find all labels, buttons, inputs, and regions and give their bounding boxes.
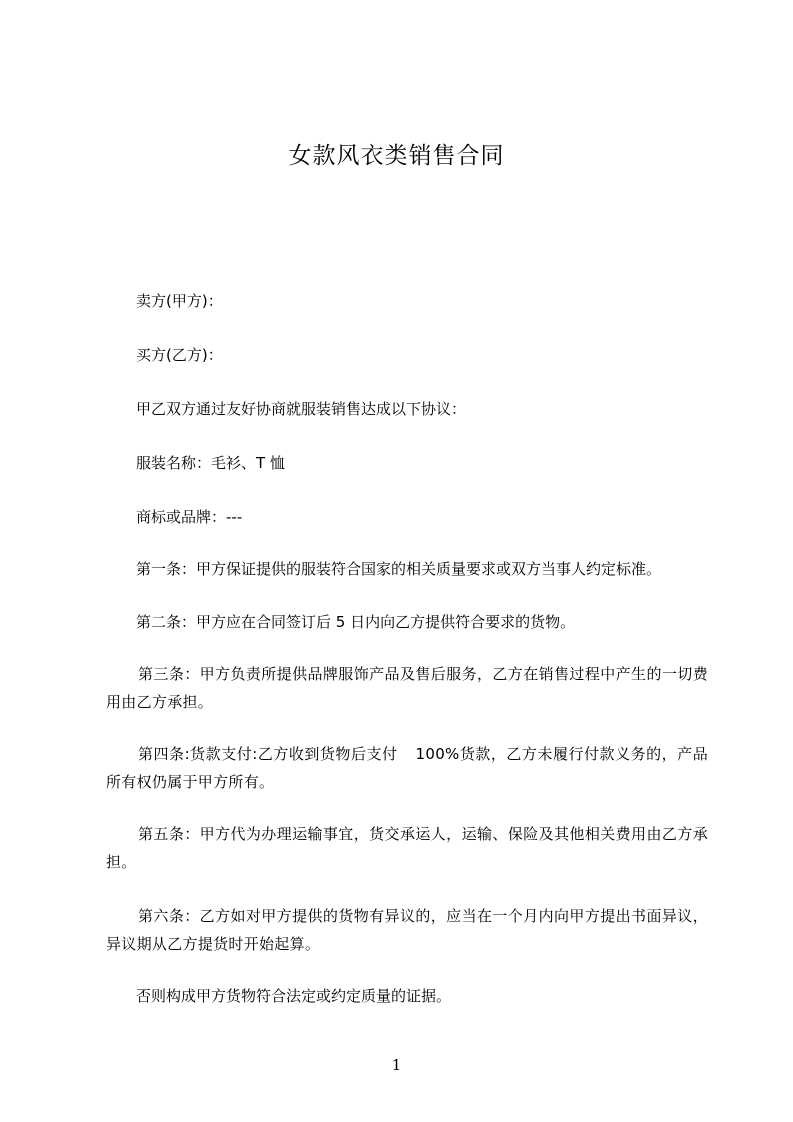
garment-name: 服装名称：毛衫、T 恤 [136, 454, 285, 472]
closing-text: 否则构成甲方货物符合法定或约定质量的证据。 [136, 987, 452, 1005]
article-4 [106, 740, 708, 796]
article-4-part-1: 第四条:货款支付:乙方收到货物后支付 [138, 745, 398, 763]
article-2: 第二条：甲方应在合同签订后 5 日内向乙方提供符合要求的货物。 [136, 613, 576, 631]
document-title: 女款风衣类销售合同 [288, 143, 505, 169]
article-3: 第三条：甲方负责所提供品牌服饰产品及售后服务，乙方在销售过程中产生的一切费用由乙方承担。 [106, 665, 708, 711]
article-1: 第一条：甲方保证提供的服装符合国家的相关质量要求或双方当事人约定标准。 [136, 560, 662, 578]
buyer-label: 买方(乙方)： [136, 346, 223, 364]
article-6: 第六条：乙方如对甲方提供的货物有异议的，应当在一个月内向甲方提出书面异议，异议期从乙方提货时开始起算。 [106, 907, 708, 953]
intro-text: 甲乙双方通过友好协商就服装销售达成以下协议： [136, 400, 467, 418]
seller-label: 卖方(甲方)： [136, 292, 223, 310]
brand-line: 商标或品牌：--- [136, 508, 243, 526]
article-4-part-2: 100%货款，乙方未履行付款义务的，产品所有权仍属于甲方所有。 [106, 745, 708, 791]
article-5: 第五条：甲方代为办理运输事宜，货交承运人，运输、保险及其他相关费用由乙方承担。 [106, 825, 708, 871]
page-number: 1 [391, 1056, 402, 1074]
